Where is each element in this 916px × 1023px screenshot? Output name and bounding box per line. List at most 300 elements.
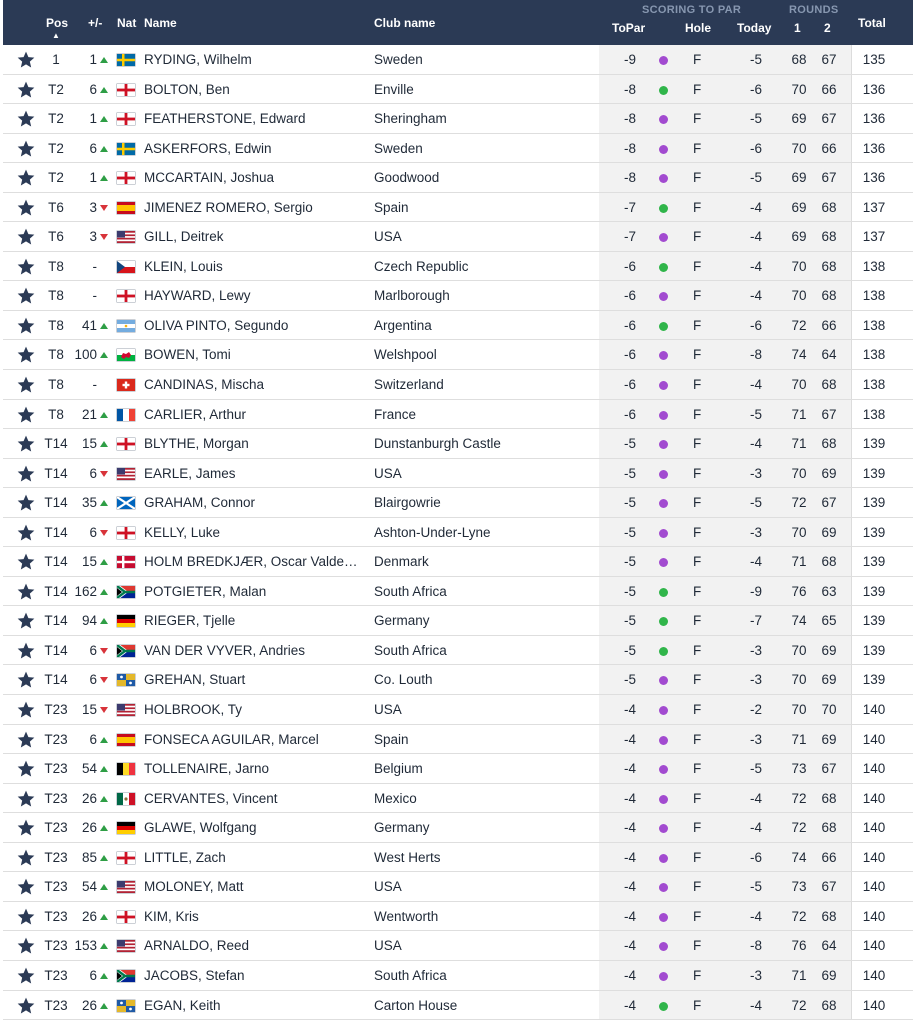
hole-status: F [693, 731, 702, 747]
movement-up-icon [100, 116, 108, 122]
today-score: -9 [749, 583, 762, 599]
player-row[interactable] [3, 547, 913, 577]
player-row[interactable] [3, 577, 913, 607]
player-name-link[interactable]: GREHAN, Stuart [144, 672, 246, 688]
round1-score: 69 [791, 199, 807, 215]
scoring-cell-bg [599, 518, 852, 547]
player-name-link[interactable]: EARLE, James [144, 465, 236, 481]
position: T2 [48, 111, 64, 127]
round2-score: 65 [821, 613, 837, 629]
star-favorite-icon[interactable] [16, 966, 36, 986]
hole-status: F [693, 199, 702, 215]
player-row[interactable] [3, 104, 913, 134]
score-to-par: -5 [623, 583, 636, 599]
hole-status: F [693, 997, 702, 1013]
movement-up-icon [100, 766, 108, 772]
col-topar-header[interactable]: ToPar [612, 21, 646, 35]
star-favorite-icon[interactable] [16, 375, 36, 395]
player-row[interactable] [3, 163, 913, 193]
position-movement: 54 [81, 761, 97, 777]
column-divider [851, 665, 852, 694]
star-favorite-icon[interactable] [16, 582, 36, 602]
player-name-link[interactable]: VAN DER VYVER, Andries [144, 642, 306, 658]
score-to-par: -9 [623, 52, 636, 67]
england-flag-icon [117, 172, 135, 184]
score-to-par: -4 [623, 849, 636, 865]
hole-status: F [693, 702, 702, 718]
player-row[interactable] [3, 488, 913, 518]
hole-status: F [693, 761, 702, 777]
col-club-header[interactable]: Club name [374, 16, 436, 30]
position-movement: 15 [81, 702, 97, 718]
player-name-link[interactable]: ASKERFORS, Edwin [144, 140, 272, 156]
total-score: 140 [862, 997, 886, 1013]
position: T6 [48, 199, 64, 215]
score-to-par: -4 [623, 761, 636, 777]
star-favorite-icon[interactable] [16, 109, 36, 129]
club-name: Mexico [374, 790, 417, 806]
total-score: 139 [862, 465, 886, 481]
scoring-cell-bg [599, 193, 852, 222]
movement-up-icon [100, 559, 108, 565]
today-score: -4 [749, 229, 762, 245]
player-row[interactable] [3, 45, 913, 75]
club-name: South Africa [374, 967, 447, 983]
scoring-cell-bg [599, 843, 852, 872]
hole-status: F [693, 524, 702, 540]
star-favorite-icon[interactable] [16, 670, 36, 690]
player-row[interactable] [3, 518, 913, 548]
status-dot-icon [659, 145, 668, 154]
player-name-link[interactable]: KLEIN, Louis [144, 258, 223, 274]
player-row[interactable] [3, 991, 913, 1021]
star-favorite-icon[interactable] [16, 996, 36, 1016]
player-row[interactable] [3, 754, 913, 784]
score-to-par: -4 [623, 702, 636, 718]
player-name-link[interactable]: KIM, Kris [144, 908, 199, 924]
star-favorite-icon[interactable] [16, 789, 36, 809]
star-favorite-icon[interactable] [16, 316, 36, 336]
column-divider [851, 488, 852, 517]
player-name-link[interactable]: BOWEN, Tomi [144, 347, 231, 363]
movement-up-icon [100, 146, 108, 152]
score-to-par: -5 [623, 672, 636, 688]
col-pos-header[interactable]: Pos [46, 16, 69, 30]
player-row[interactable] [3, 370, 913, 400]
column-divider [851, 961, 852, 990]
star-favorite-icon[interactable] [16, 641, 36, 661]
hole-status: F [693, 938, 702, 954]
player-name-link[interactable]: TOLLENAIRE, Jarno [144, 761, 270, 777]
ireland-crest-flag-icon [117, 674, 135, 686]
scoring-cell-bg [599, 311, 852, 340]
round1-score: 74 [791, 849, 807, 865]
position: T8 [48, 377, 64, 393]
position: T23 [44, 731, 68, 747]
score-to-par: -6 [623, 288, 636, 304]
scoring-cell-bg [599, 784, 852, 813]
today-score: -8 [749, 347, 762, 363]
club-name: Belgium [374, 761, 423, 777]
round1-score: 70 [791, 465, 807, 481]
star-favorite-icon[interactable] [16, 257, 36, 277]
score-to-par: -4 [623, 820, 636, 836]
movement-up-icon [100, 796, 108, 802]
player-name-link[interactable]: MOLONEY, Matt [144, 879, 244, 895]
player-name-link[interactable]: KELLY, Luke [144, 524, 221, 540]
hole-status: F [693, 790, 702, 806]
star-favorite-icon[interactable] [16, 139, 36, 159]
star-favorite-icon[interactable] [16, 759, 36, 779]
position-movement: 15 [81, 554, 97, 570]
today-score: -5 [749, 111, 762, 127]
position: T8 [48, 258, 64, 274]
column-divider [851, 843, 852, 872]
round1-score: 72 [791, 997, 807, 1013]
today-score: -4 [749, 908, 762, 924]
star-favorite-icon[interactable] [16, 345, 36, 365]
today-score: -4 [749, 997, 762, 1013]
club-name: Czech Republic [374, 258, 469, 274]
round2-score: 69 [821, 967, 837, 983]
player-row[interactable] [3, 813, 913, 843]
player-name-link[interactable]: EGAN, Keith [144, 997, 221, 1013]
movement-down-icon [100, 234, 108, 240]
status-dot-icon [659, 381, 668, 390]
position-movement: 6 [89, 967, 97, 983]
hole-status: F [693, 613, 702, 629]
player-row[interactable] [3, 902, 913, 932]
position: T14 [44, 436, 68, 452]
today-score: -5 [749, 52, 762, 67]
today-score: -3 [749, 967, 762, 983]
score-to-par: -4 [623, 908, 636, 924]
round2-score: 68 [821, 908, 837, 924]
club-name: Sheringham [374, 111, 447, 127]
club-name: Germany [374, 820, 430, 836]
status-dot-icon [659, 736, 668, 745]
england-flag-icon [117, 84, 135, 96]
hole-status: F [693, 436, 702, 452]
today-score: -2 [749, 702, 762, 718]
score-to-par: -6 [623, 317, 636, 333]
club-name: USA [374, 229, 402, 245]
position-movement: 26 [81, 997, 97, 1013]
today-score: -5 [749, 879, 762, 895]
hole-status: F [693, 554, 702, 570]
round2-score: 69 [821, 524, 837, 540]
column-divider [851, 104, 852, 133]
player-name-link[interactable]: GILL, Deitrek [144, 229, 224, 245]
score-to-par: -8 [623, 170, 636, 186]
player-row[interactable] [3, 75, 913, 105]
round1-score: 70 [791, 642, 807, 658]
player-name-link[interactable]: ARNALDO, Reed [144, 938, 250, 954]
position: T14 [44, 465, 68, 481]
position: T23 [44, 997, 68, 1013]
today-score: -4 [749, 377, 762, 393]
round1-score: 70 [791, 702, 807, 718]
movement-up-icon [100, 855, 108, 861]
movement-up-icon [100, 412, 108, 418]
column-divider [851, 281, 852, 310]
star-favorite-icon[interactable] [16, 818, 36, 838]
movement-up-icon [100, 352, 108, 358]
column-divider [851, 931, 852, 960]
today-score: -5 [749, 495, 762, 511]
total-score: 138 [862, 317, 886, 333]
player-name-link[interactable]: CERVANTES, Vincent [144, 790, 278, 806]
south-africa-flag-icon [117, 645, 135, 657]
player-name-link[interactable]: LITTLE, Zach [144, 849, 226, 865]
round2-score: 69 [821, 672, 837, 688]
score-to-par: -8 [623, 111, 636, 127]
player-name-link[interactable]: FEATHERSTONE, Edward [144, 111, 306, 127]
player-name-link[interactable]: MCCARTAIN, Joshua [144, 170, 275, 186]
star-favorite-icon[interactable] [16, 198, 36, 218]
club-name: Dunstanburgh Castle [374, 436, 501, 452]
position-movement: 85 [81, 849, 97, 865]
player-name-link[interactable]: CANDINAS, Mischa [144, 377, 265, 393]
total-score: 138 [862, 377, 886, 393]
player-name-link[interactable]: CARLIER, Arthur [144, 406, 247, 422]
movement-up-icon [100, 618, 108, 624]
column-divider [851, 577, 852, 606]
player-name-link[interactable]: JACOBS, Stefan [144, 967, 245, 983]
col-today-header[interactable]: Today [737, 21, 772, 35]
star-favorite-icon[interactable] [16, 286, 36, 306]
star-favorite-icon[interactable] [16, 523, 36, 543]
column-divider [851, 429, 852, 458]
club-name: Carton House [374, 997, 458, 1013]
col-round2-header[interactable]: 2 [824, 21, 831, 35]
star-favorite-icon[interactable] [16, 493, 36, 513]
position-movement: 153 [74, 938, 97, 954]
total-score: 140 [862, 938, 886, 954]
player-name-link[interactable]: HOLM BREDKJÆR, Oscar Valde… [144, 554, 358, 570]
total-score: 136 [862, 140, 886, 156]
column-divider [851, 311, 852, 340]
usa-flag-icon [117, 231, 135, 243]
player-row[interactable] [3, 134, 913, 164]
player-row[interactable] [3, 311, 913, 341]
club-name: USA [374, 465, 402, 481]
club-name: Denmark [374, 554, 429, 570]
scoring-cell-bg [599, 459, 852, 488]
scoring-cell-bg [599, 75, 852, 104]
player-name-link[interactable]: BLYTHE, Morgan [144, 436, 249, 452]
position: T8 [48, 406, 64, 422]
scoring-cell-bg [599, 134, 852, 163]
position-movement: - [92, 377, 97, 393]
col-round1-header[interactable]: 1 [794, 21, 801, 35]
scoring-cell-bg [599, 813, 852, 842]
star-favorite-icon[interactable] [16, 907, 36, 927]
round1-score: 72 [791, 820, 807, 836]
player-row[interactable] [3, 665, 913, 695]
score-to-par: -6 [623, 406, 636, 422]
player-name-link[interactable]: RIEGER, Tjelle [144, 613, 236, 629]
col-nat-header: Nat [117, 16, 137, 30]
player-row[interactable] [3, 872, 913, 902]
round2-score: 67 [821, 170, 837, 186]
movement-up-icon [100, 825, 108, 831]
today-score: -4 [749, 258, 762, 274]
round1-score: 73 [791, 761, 807, 777]
scoring-cell-bg [599, 695, 852, 724]
movement-up-icon [100, 973, 108, 979]
column-divider [851, 459, 852, 488]
belgium-flag-icon [117, 763, 135, 775]
star-favorite-icon[interactable] [16, 877, 36, 897]
round1-score: 70 [791, 524, 807, 540]
star-favorite-icon[interactable] [16, 730, 36, 750]
round1-score: 72 [791, 317, 807, 333]
col-movement-header: +/- [88, 16, 103, 30]
player-row[interactable] [3, 193, 913, 223]
today-score: -5 [749, 406, 762, 422]
club-name: Wentworth [374, 908, 439, 924]
total-score: 136 [862, 111, 886, 127]
column-divider [851, 754, 852, 783]
player-row[interactable] [3, 340, 913, 370]
score-to-par: -5 [623, 465, 636, 481]
hole-status: F [693, 820, 702, 836]
column-divider [851, 547, 852, 576]
star-favorite-icon[interactable] [16, 700, 36, 720]
star-favorite-icon[interactable] [16, 80, 36, 100]
player-row[interactable] [3, 725, 913, 755]
star-favorite-icon[interactable] [16, 168, 36, 188]
player-name-link[interactable]: OLIVA PINTO, Segundo [144, 317, 289, 333]
round2-score: 66 [821, 81, 837, 97]
position: T2 [48, 140, 64, 156]
position-movement: 6 [89, 731, 97, 747]
club-name: Goodwood [374, 170, 440, 186]
status-dot-icon [659, 913, 668, 922]
round2-score: 69 [821, 642, 837, 658]
player-name-link[interactable]: BOLTON, Ben [144, 81, 230, 97]
player-name-link[interactable]: FONSECA AGUILAR, Marcel [144, 731, 319, 747]
round2-score: 68 [821, 199, 837, 215]
total-score: 140 [862, 849, 886, 865]
round2-score: 68 [821, 436, 837, 452]
column-divider [851, 991, 852, 1020]
player-name-link[interactable]: GRAHAM, Connor [144, 495, 256, 511]
star-favorite-icon[interactable] [16, 227, 36, 247]
player-name-link[interactable]: POTGIETER, Malan [144, 583, 267, 599]
scoring-cell-bg [599, 577, 852, 606]
star-favorite-icon[interactable] [16, 434, 36, 454]
player-row[interactable] [3, 222, 913, 252]
ireland-crest-flag-icon [117, 1000, 135, 1012]
player-name-link[interactable]: RYDING, Wilhelm [144, 52, 252, 67]
star-favorite-icon[interactable] [16, 848, 36, 868]
movement-up-icon [100, 57, 108, 63]
round1-score: 70 [791, 140, 807, 156]
player-row[interactable] [3, 843, 913, 873]
score-to-par: -7 [623, 199, 636, 215]
player-row[interactable] [3, 961, 913, 991]
total-score: 140 [862, 879, 886, 895]
today-score: -3 [749, 524, 762, 540]
score-to-par: -4 [623, 967, 636, 983]
score-to-par: -4 [623, 938, 636, 954]
col-total-header[interactable]: Total [858, 16, 886, 30]
sweden-flag-icon [117, 54, 135, 66]
position: T23 [44, 908, 68, 924]
club-name: Co. Louth [374, 672, 433, 688]
position-movement: 26 [81, 820, 97, 836]
column-divider [851, 222, 852, 251]
column-divider [851, 902, 852, 931]
status-dot-icon [659, 470, 668, 479]
club-name: USA [374, 702, 402, 718]
scoring-cell-bg [599, 902, 852, 931]
round1-score: 70 [791, 377, 807, 393]
club-name: USA [374, 879, 402, 895]
player-row[interactable] [3, 606, 913, 636]
sort-asc-icon: ▲ [52, 31, 60, 40]
position: T14 [44, 672, 68, 688]
player-name-link[interactable]: GLAWE, Wolfgang [144, 820, 257, 836]
star-favorite-icon[interactable] [16, 50, 36, 70]
star-favorite-icon[interactable] [16, 405, 36, 425]
player-row[interactable] [3, 252, 913, 282]
player-row[interactable] [3, 400, 913, 430]
total-score: 136 [862, 170, 886, 186]
status-dot-icon [659, 795, 668, 804]
player-row[interactable] [3, 784, 913, 814]
round2-score: 66 [821, 140, 837, 156]
france-flag-icon [117, 409, 135, 421]
player-row[interactable] [3, 281, 913, 311]
score-to-par: -6 [623, 347, 636, 363]
scoring-cell-bg [599, 222, 852, 251]
star-favorite-icon[interactable] [16, 936, 36, 956]
col-name-header[interactable]: Name [144, 16, 177, 30]
player-row[interactable] [3, 636, 913, 666]
player-row[interactable] [3, 459, 913, 489]
hole-status: F [693, 229, 702, 245]
player-row[interactable] [3, 695, 913, 725]
scoring-cell-bg [599, 281, 852, 310]
position-movement: 35 [81, 495, 97, 511]
total-score: 140 [862, 702, 886, 718]
position-movement: 41 [81, 317, 97, 333]
score-to-par: -8 [623, 81, 636, 97]
column-divider [851, 695, 852, 724]
status-dot-icon [659, 588, 668, 597]
total-score: 138 [862, 288, 886, 304]
rounds-group: ROUNDS [789, 4, 839, 16]
scoring-cell-bg [599, 961, 852, 990]
star-favorite-icon[interactable] [16, 552, 36, 572]
scoring-cell-bg [599, 370, 852, 399]
player-row[interactable] [3, 429, 913, 459]
player-name-link[interactable]: HAYWARD, Lewy [144, 288, 251, 304]
star-favorite-icon[interactable] [16, 611, 36, 631]
star-favorite-icon[interactable] [16, 464, 36, 484]
column-divider [851, 134, 852, 163]
player-row[interactable] [3, 931, 913, 961]
position: T14 [44, 642, 68, 658]
position-movement: 1 [89, 111, 97, 127]
total-score: 135 [862, 52, 886, 67]
player-name-link[interactable]: HOLBROOK, Ty [144, 702, 243, 718]
player-name-link[interactable]: JIMENEZ ROMERO, Sergio [144, 199, 313, 215]
switzerland-flag-icon [117, 379, 135, 391]
